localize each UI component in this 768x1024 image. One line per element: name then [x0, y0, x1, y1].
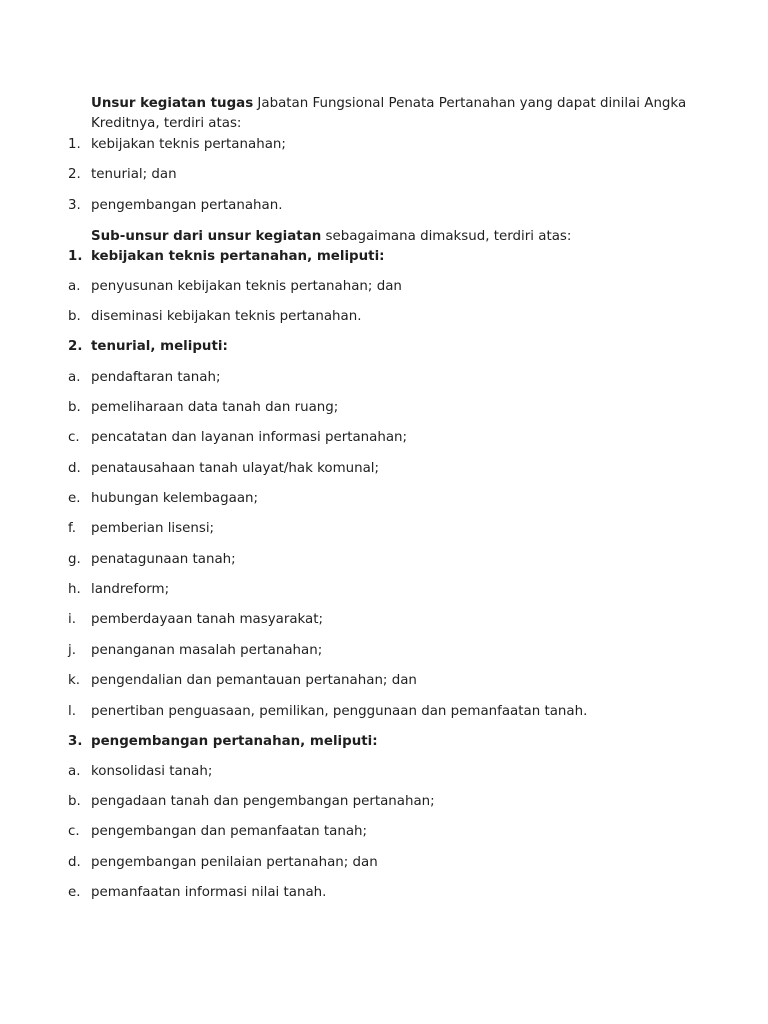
list-marker: d.: [68, 855, 81, 870]
list-marker: d.: [68, 461, 81, 476]
list-item-text: hubungan kelembagaan;: [91, 491, 259, 506]
intro-bold-term: Unsur kegiatan tugas: [91, 96, 254, 111]
list-marker: c.: [68, 430, 80, 445]
list-item-text: kebijakan teknis pertanahan;: [91, 137, 286, 152]
section-heading-text: kebijakan teknis pertanahan, meliputi:: [91, 249, 385, 264]
list-item-text: diseminasi kebijakan teknis pertanahan.: [91, 309, 362, 324]
list-item-text: pengadaan tanah dan pengembangan pertanahan;: [91, 794, 435, 809]
list-marker: f.: [68, 521, 76, 536]
list-marker: b.: [68, 794, 81, 809]
list-item-text: pemeliharaan data tanah dan ruang;: [91, 400, 339, 415]
list-item-text: penatausahaan tanah ulayat/hak komunal;: [91, 461, 380, 476]
list-item-text: pencatatan dan layanan informasi pertanahan;: [91, 430, 408, 445]
list-marker: a.: [68, 764, 81, 779]
list-item-text: pendaftaran tanah;: [91, 370, 221, 385]
list-marker: e.: [68, 491, 81, 506]
list-marker: a.: [68, 370, 81, 385]
list-marker: a.: [68, 279, 81, 294]
list-item-text: pengembangan dan pemanfaatan tanah;: [91, 824, 368, 839]
list-marker: 1.: [68, 137, 81, 152]
section-marker: 1.: [68, 249, 83, 264]
intro-text: Jabatan Fungsional Penata Pertanahan yang dapat dinilai Angka Kreditnya, terdiri atas:: [91, 96, 687, 131]
list-item-text: pengembangan penilaian pertanahan; dan: [91, 855, 378, 870]
list-marker: b.: [68, 400, 81, 415]
section-heading-text: pengembangan pertanahan, meliputi:: [91, 734, 378, 749]
list-item-text: pemberian lisensi;: [91, 521, 215, 536]
list-item-text: penanganan masalah pertanahan;: [91, 643, 323, 658]
section-marker: 2.: [68, 339, 83, 354]
section-heading-text: tenurial, meliputi:: [91, 339, 228, 354]
intro-paragraph-unsur: [91, 94, 691, 134]
intro-text: sebagaimana dimaksud, terdiri atas:: [321, 229, 572, 244]
intro-paragraph-subunsur: [91, 227, 691, 247]
list-item-text: konsolidasi tanah;: [91, 764, 213, 779]
list-item-text: pemberdayaan tanah masyarakat;: [91, 612, 324, 627]
list-marker: j.: [68, 643, 76, 658]
list-item-text: penertiban penguasaan, pemilikan, penggunaan dan pemanfaatan tanah.: [91, 704, 588, 719]
list-item-text: landreform;: [91, 582, 170, 597]
list-marker: 3.: [68, 198, 81, 213]
list-marker: i.: [68, 612, 76, 627]
list-marker: g.: [68, 552, 81, 567]
list-marker: c.: [68, 824, 80, 839]
list-item-text: pengendalian dan pemantauan pertanahan; dan: [91, 673, 417, 688]
list-item-text: penatagunaan tanah;: [91, 552, 236, 567]
list-marker: 2.: [68, 167, 81, 182]
list-item-text: pengembangan pertanahan.: [91, 198, 283, 213]
section-marker: 3.: [68, 734, 83, 749]
list-marker: h.: [68, 582, 81, 597]
list-marker: e.: [68, 885, 81, 900]
intro-bold-term: Sub-unsur dari unsur kegiatan: [91, 229, 322, 244]
list-marker: k.: [68, 673, 81, 688]
list-item-text: penyusunan kebijakan teknis pertanahan; dan: [91, 279, 402, 294]
list-item-text: tenurial; dan: [91, 167, 177, 182]
list-marker: l.: [68, 704, 76, 719]
list-item-text: pemanfaatan informasi nilai tanah.: [91, 885, 327, 900]
list-marker: b.: [68, 309, 81, 324]
